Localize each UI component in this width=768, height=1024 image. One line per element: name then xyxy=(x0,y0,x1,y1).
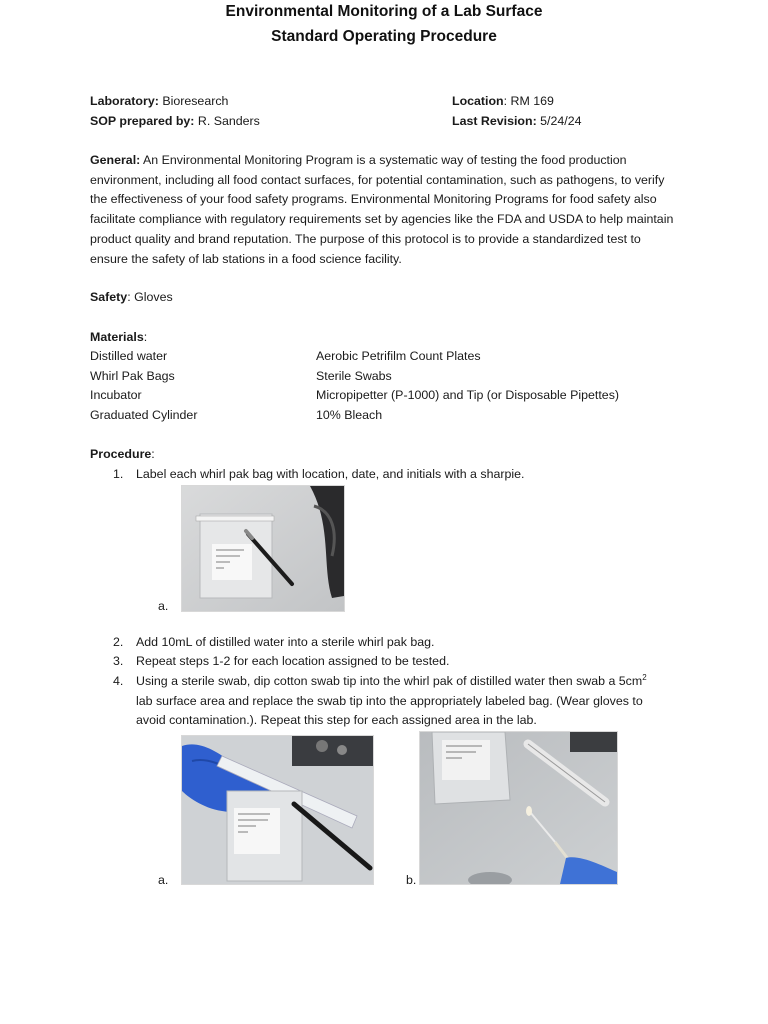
material-item: Micropipetter (P-1000) and Tip (or Disposable Pipettes) xyxy=(316,388,620,402)
safety-label: Safety xyxy=(90,290,128,304)
step-text: Label each whirl pak bag with location, date, and initials with a sharpie. xyxy=(136,467,525,481)
material-item: Aerobic Petrifilm Count Plates xyxy=(316,349,481,363)
step-number: 4. xyxy=(113,674,124,688)
laboratory-label: Laboratory: xyxy=(90,94,159,108)
general-section xyxy=(90,151,680,269)
material-item: Distilled water xyxy=(90,349,168,363)
document-title: Environmental Monitoring of a Lab Surface xyxy=(225,3,543,20)
sop-prepared-field xyxy=(90,114,260,128)
location-value: RM 169 xyxy=(510,94,554,108)
photo-swab-surface-image xyxy=(420,732,617,884)
procedure-heading xyxy=(90,447,155,461)
location-colon: : xyxy=(503,94,508,108)
revision-value: 5/24/24 xyxy=(540,114,582,128)
photo-swab-surface xyxy=(419,731,618,885)
revision-field xyxy=(452,114,582,128)
photo-labeled-bag-image xyxy=(182,486,344,611)
location-field xyxy=(452,94,554,108)
step-text-line: avoid contamination.). Repeat this step for each assigned area in the lab. xyxy=(136,713,537,727)
procedure-colon: : xyxy=(151,447,155,461)
location-label: Location xyxy=(452,94,504,108)
materials-heading xyxy=(90,330,147,344)
sub-label-a: a. xyxy=(158,599,169,613)
safety-colon: : xyxy=(127,290,131,304)
photo-gloved-hand-swab-image xyxy=(182,736,373,884)
step-text-line: lab surface area and replace the swab tip into the appropriately labeled bag. (Wear gloves to xyxy=(136,694,643,708)
general-label: General: xyxy=(90,153,141,167)
step-text: Repeat steps 1-2 for each location assigned to be tested. xyxy=(136,654,450,668)
photo-labeled-bag xyxy=(181,485,345,612)
materials-label: Materials xyxy=(90,330,144,344)
step-number: 3. xyxy=(113,654,124,668)
laboratory-value: Bioresearch xyxy=(162,94,229,108)
material-item: Graduated Cylinder xyxy=(90,408,198,422)
document-subtitle: Standard Operating Procedure xyxy=(271,28,497,45)
sub-label-a: a. xyxy=(158,873,169,887)
material-item: Incubator xyxy=(90,388,142,402)
sub-label-b: b. xyxy=(406,873,417,887)
material-item: 10% Bleach xyxy=(316,408,383,422)
sop-value: R. Sanders xyxy=(197,114,260,128)
step-number: 1. xyxy=(113,467,124,481)
safety-text: Gloves xyxy=(134,290,173,304)
safety-section xyxy=(90,290,173,304)
material-item: Sterile Swabs xyxy=(316,369,392,383)
materials-colon: : xyxy=(143,330,148,344)
sop-label: SOP prepared by: xyxy=(90,114,195,128)
superscript: 2 xyxy=(642,672,647,682)
step-text: Using a sterile swab, dip cotton swab tip into the whirl pak of distilled water then swab a 5cm xyxy=(136,674,643,688)
step-text-line xyxy=(136,674,647,688)
revision-label: Last Revision: xyxy=(452,114,537,128)
general-text: An Environmental Monitoring Program is a systematic way of testing the food production environment, including all food contact surfaces, for potential contamination, such as pathogens, to verify the effectiveness of your food safety programs. Environmental Monitoring Programs for food safety also facilitate compliance with regulatory requirements set by agencies like the FDA and USDA to help maintain product quality and brand reputation. The purpose of this protocol is to provide a standardized test to ensure the safety of lab stations in a food science facility. xyxy=(90,153,674,266)
step-text: Add 10mL of distilled water into a sterile whirl pak bag. xyxy=(136,635,435,649)
laboratory-field xyxy=(90,94,228,108)
material-item: Whirl Pak Bags xyxy=(90,369,175,383)
photo-gloved-hand-swab xyxy=(181,735,374,885)
procedure-label: Procedure xyxy=(90,447,152,461)
step-number: 2. xyxy=(113,635,124,649)
